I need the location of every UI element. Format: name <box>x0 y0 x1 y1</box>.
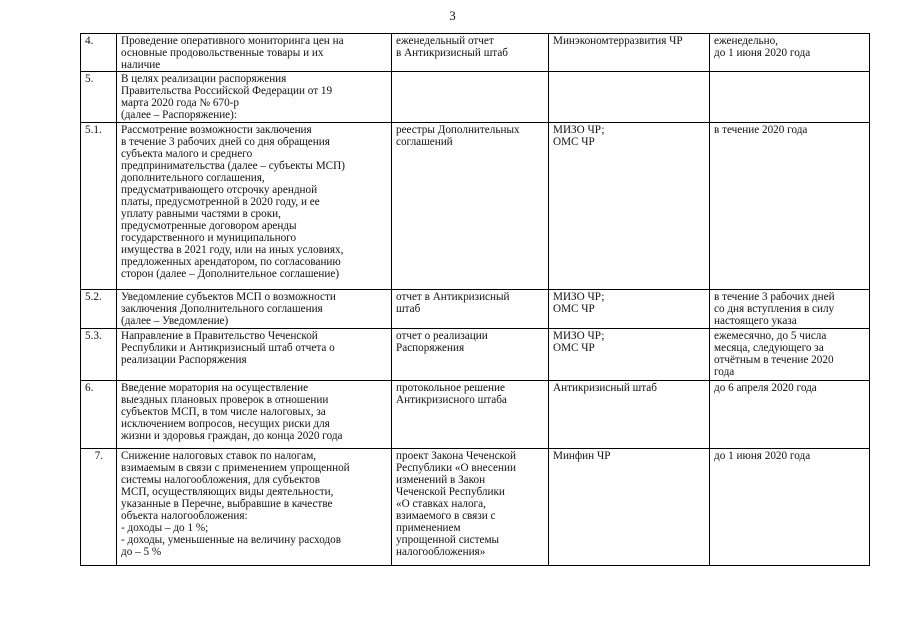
row-number: 7. <box>81 449 117 566</box>
responsible-cell: МИЗО ЧР; ОМС ЧР <box>549 290 710 329</box>
deadline-cell: еженедельно, до 1 июня 2020 года <box>710 34 870 72</box>
responsible-cell: Антикризисный штаб <box>549 381 710 449</box>
form-cell: реестры Дополнительных соглашений <box>392 123 549 290</box>
row-number: 6. <box>81 381 117 449</box>
form-cell: протокольное решение Антикризисного штаба <box>392 381 549 449</box>
form-cell: проект Закона Чеченской Республики «О внесении изменений в Закон Чеченской Республики «О ставках налога, взимаемого в связи с применением упрощенной системы налогообложения» <box>392 449 549 566</box>
deadline-cell: в течение 2020 года <box>710 123 870 290</box>
form-cell: еженедельный отчет в Антикризисный штаб <box>392 34 549 72</box>
action-cell: Направление в Правительство Чеченской Республики и Антикризисный штаб отчета о реализации Распоряжения <box>117 329 392 381</box>
form-cell: отчет о реализации Распоряжения <box>392 329 549 381</box>
table-row <box>81 449 870 566</box>
row-number: 4. <box>81 34 117 72</box>
action-cell: Снижение налоговых ставок по налогам, взимаемым в связи с применением упрощенной системы налогообложения, для субъектов МСП, осуществляющих виды деятельности, указанные в Перечне, выбравшие в качестве объекта налогообложения: - доходы – до 1 %; - доходы, уменьшенные на величину расходов до – 5 % <box>117 449 392 566</box>
responsible-cell: МИЗО ЧР; ОМС ЧР <box>549 329 710 381</box>
responsible-cell: Минфин ЧР <box>549 449 710 566</box>
action-cell: В целях реализации распоряжения Правительства Российской Федерации от 19 марта 2020 года № 670-р (далее – Распоряжение): <box>117 72 392 123</box>
action-cell: Уведомление субъектов МСП о возможности заключения Дополнительного соглашения (далее – Уведомление) <box>117 290 392 329</box>
deadline-cell: ежемесячно, до 5 числа месяца, следующего за отчётным в течение 2020 года <box>710 329 870 381</box>
action-cell: Рассмотрение возможности заключения в течение 3 рабочих дней со дня обращения субъекта малого и среднего предпринимательства (далее – субъекты МСП) дополнительного соглашения, предусматривающего отсрочку арендной платы, предусмотренной в 2020 году, и ее уплату равными частями в сроки, предусмотренные договором аренды государственного и муниципального имущества в 2021 году, или на иных условиях, предложенных арендатором, по согласованию сторон (далее – Дополнительное соглашение) <box>117 123 392 290</box>
responsible-cell: Минэкономтерразвития ЧР <box>549 34 710 72</box>
table-row <box>81 329 870 381</box>
action-cell: Введение моратория на осуществление выездных плановых проверок в отношении субъектов МСП, в том числе налоговых, за исключением вопросов, несущих риски для жизни и здоровья граждан, до конца 2020 года <box>117 381 392 449</box>
table-row <box>81 290 870 329</box>
table-row <box>81 123 870 290</box>
form-cell: отчет в Антикризисный штаб <box>392 290 549 329</box>
row-number: 5. <box>81 72 117 123</box>
page-number: 3 <box>449 8 456 23</box>
action-cell: Проведение оперативного мониторинга цен на основные продовольственные товары и их наличие <box>117 34 392 72</box>
row-number: 5.1. <box>81 123 117 290</box>
responsible-cell: МИЗО ЧР; ОМС ЧР <box>549 123 710 290</box>
row-number: 5.2. <box>81 290 117 329</box>
deadline-cell <box>710 72 870 123</box>
row-number: 5.3. <box>81 329 117 381</box>
measures-table <box>80 33 870 566</box>
table-row <box>81 72 870 123</box>
responsible-cell <box>549 72 710 123</box>
deadline-cell: до 6 апреля 2020 года <box>710 381 870 449</box>
deadline-cell: в течение 3 рабочих дней со дня вступления в силу настоящего указа <box>710 290 870 329</box>
table-row <box>81 381 870 449</box>
form-cell <box>392 72 549 123</box>
deadline-cell: до 1 июня 2020 года <box>710 449 870 566</box>
table-row <box>81 34 870 72</box>
